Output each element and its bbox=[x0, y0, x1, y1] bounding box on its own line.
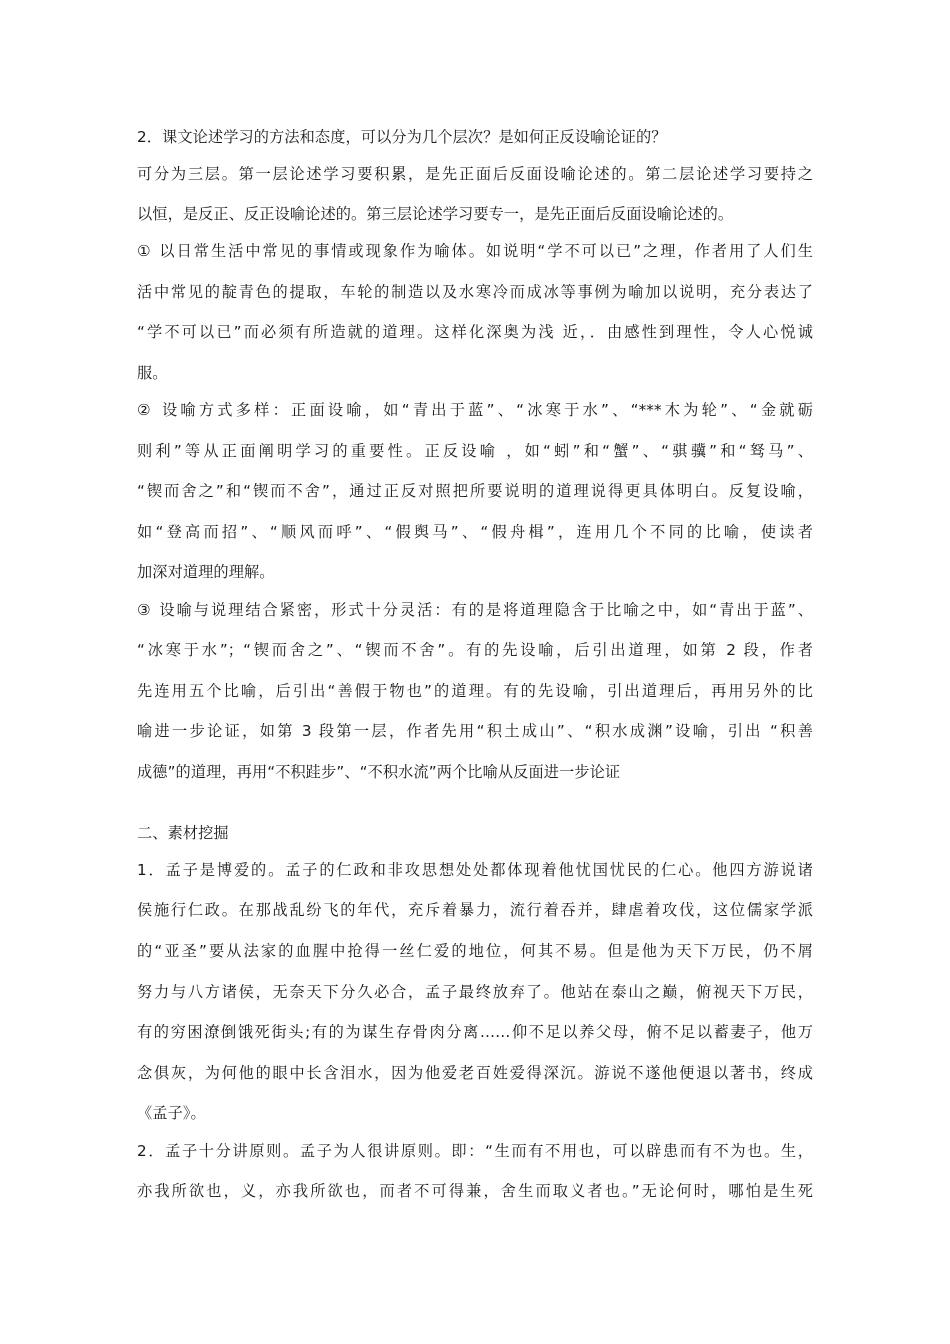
point1-line: ① 以日常生活中常见的事情或现象作为喻体。如说明“学不可以已”之理，作者用了人们生 bbox=[137, 242, 813, 260]
section-heading: 二、素材挖掘 bbox=[137, 824, 229, 842]
point2-line: ② 设喻方式多样：正面设喻，如“青出于蓝”、“冰寒于水”、“***木为轮”、“金就砺 bbox=[137, 401, 813, 419]
point3-line: “冰寒于水”；“锲而舍之”、“锲而不舍”。有的先设喻，后引出道理，如第 2 段，作者 bbox=[137, 641, 813, 659]
point1-line: 活中常见的靛青色的提取，车轮的制造以及水寒冷而成冰等事例为喻加以说明，充分表达了 bbox=[137, 283, 813, 301]
point2-line: 如“登高而招”、“顺风而呼”、“假舆马”、“假舟楫”，连用几个不同的比喻，使读者 bbox=[137, 523, 813, 541]
item1-line: 1．孟子是博爱的。孟子的仁政和非攻思想处处都体现着他忧国忧民的仁心。他四方游说诸 bbox=[137, 861, 813, 879]
point2-line: 则利”等从正面阐明学习的重要性。正反设喻 ，如“蚓”和“蟹”、“骐骥”和“驽马”、 bbox=[137, 442, 813, 460]
item2-line: 亦我所欲也，义，亦我所欲也，而者不可得兼，舍生而取义者也。”无论何时，哪怕是生死 bbox=[137, 1182, 813, 1200]
point3-line: 喻进一步论证，如第 3 段第一层，作者先用“积土成山”、“积水成渊”设喻，引出 “积善 bbox=[137, 722, 813, 740]
item1-line: 努力与八方诸侯，无奈天下分久必合，孟子最终放弃了。他站在泰山之巅，俯视天下万民， bbox=[137, 983, 813, 1001]
item1-line: 侯施行仁政。在那战乱纷飞的年代，充斥着暴力，流行着吞并，肆虐着攻伐，这位儒家学派 bbox=[137, 901, 813, 919]
item1-line: 念俱灰，为何他的眼中长含泪水，因为他爱老百姓爱得深沉。游说不遂他便退以著书，终成 bbox=[137, 1064, 813, 1082]
answer-line: 可分为三层。第一层论述学习要积累，是先正面后反面设喻论述的。第二层论述学习要持之 bbox=[137, 165, 813, 183]
point3-line: ③ 设喻与说理结合紧密，形式十分灵活：有的是将道理隐含于比喻之中，如“青出于蓝”、 bbox=[137, 601, 813, 619]
point3-line: 先连用五个比喻，后引出“善假于物也”的道理。有的先设喻，引出道理后，再用另外的比 bbox=[137, 682, 813, 700]
point1-line: “学不可以已”而必须有所造就的道理。这样化深奥为浅 近，．由感性到理性，令人心悦诚 bbox=[137, 323, 813, 341]
answer-line: 以恒，是反正、反正设喻论述的。第三层论述学习要专一，是先正面后反面设喻论述的。 bbox=[137, 205, 734, 223]
item2-line: 2．孟子十分讲原则。孟子为人很讲原则。即：“生而有不用也，可以辟患而有不为也。生， bbox=[137, 1142, 813, 1160]
question-heading: 2．课文论述学习的方法和态度，可以分为几个层次？是如何正反设喻论证的？ bbox=[137, 128, 667, 146]
item1-line: 《孟子》。 bbox=[137, 1104, 206, 1122]
point2-line: “锲而舍之”和“锲而不舍”，通过正反对照把所要说明的道理说得更具体明白。反复设喻， bbox=[137, 482, 813, 500]
point3-line: 成德”的道理，再用“不积跬步”、“不积水流”两个比喻从反面进一步论证 bbox=[137, 763, 621, 781]
point1-line: 服。 bbox=[137, 364, 168, 382]
point2-line: 加深对道理的理解。 bbox=[137, 563, 275, 581]
item1-line: 的“亚圣”要从法家的血腥中抢得一丝仁爱的地位，何其不易。但是他为天下万民，仍不屑 bbox=[137, 942, 813, 960]
item1-line: 有的穷困潦倒饿死街头;有的为谋生存骨肉分离……仰不足以养父母，俯不足以蓄妻子，他万 bbox=[137, 1023, 813, 1041]
